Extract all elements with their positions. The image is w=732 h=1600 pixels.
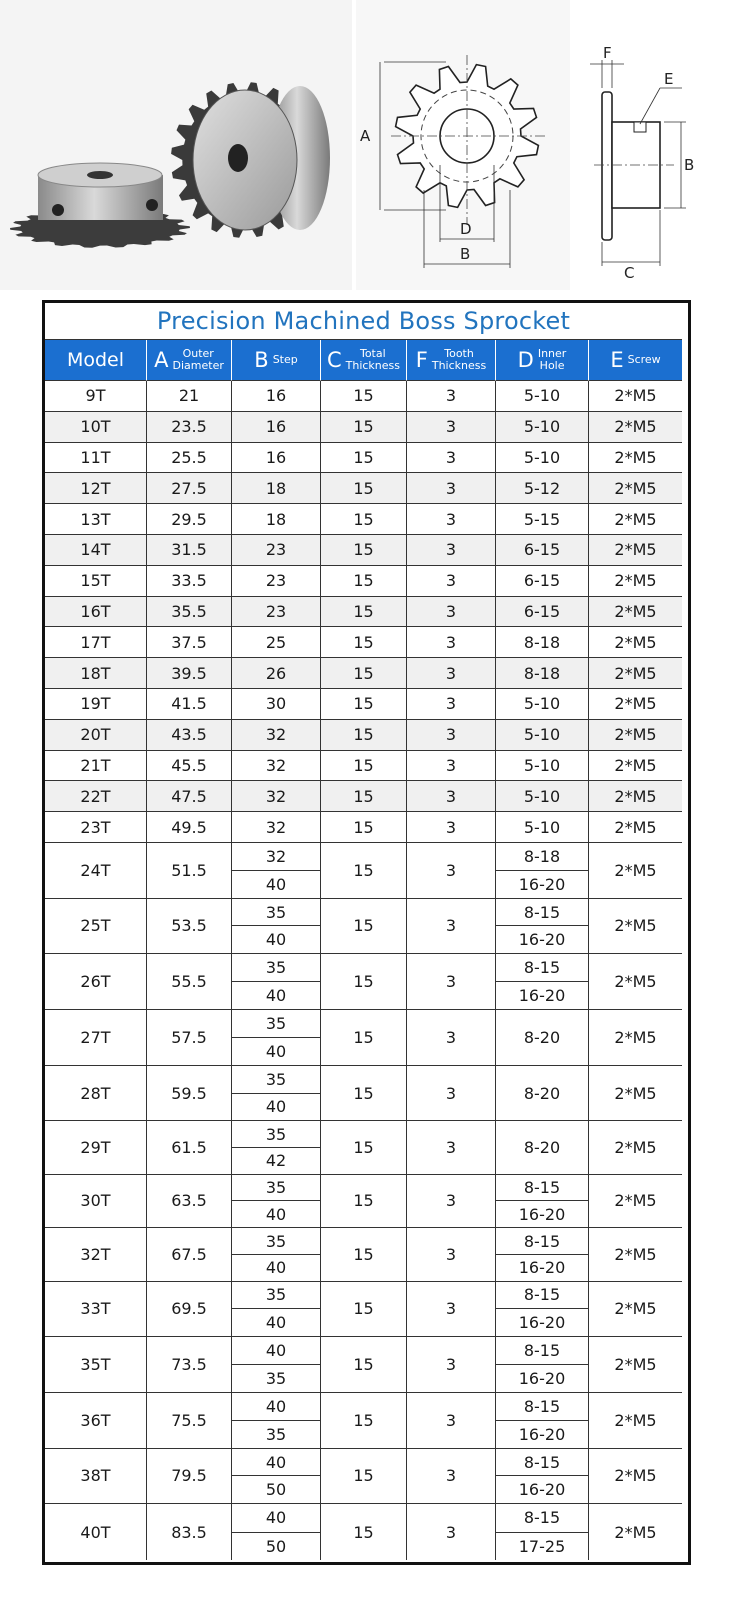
cell-a: 35.5 <box>147 597 232 628</box>
header-sublabel-line2: Thickness <box>345 359 401 372</box>
cell-d: 5-10 <box>496 381 589 412</box>
cell-d-value: 8-18 <box>496 843 588 871</box>
cell-a: 23.5 <box>147 412 232 443</box>
cell-f: 3 <box>407 843 496 899</box>
cell-d-value: 8-15 <box>496 1393 588 1421</box>
cell-d: 6-15 <box>496 597 589 628</box>
cell-c: 15 <box>321 1121 407 1174</box>
cell-e: 2*M5 <box>589 412 682 443</box>
cell-model: 17T <box>45 627 147 658</box>
cell-a: 31.5 <box>147 535 232 566</box>
product-photo <box>0 0 352 290</box>
cell-model: 13T <box>45 504 147 535</box>
cell-f: 3 <box>407 504 496 535</box>
cell-b-value: 50 <box>265 1536 287 1556</box>
cell-a: 37.5 <box>147 627 232 658</box>
cell-d-value: 16-20 <box>518 1204 566 1224</box>
cell-e: 2*M5 <box>589 443 682 474</box>
header-sublabel-line2: Hole <box>539 359 565 372</box>
cell-d-value: 8-15 <box>496 1504 588 1532</box>
cell-f: 3 <box>407 1449 496 1505</box>
cell-a: 67.5 <box>147 1228 232 1281</box>
cell-c: 15 <box>321 899 407 955</box>
cell-f: 3 <box>407 720 496 751</box>
header-sublabel <box>173 348 224 372</box>
cell-b <box>232 1282 321 1338</box>
cell-c: 15 <box>321 843 407 899</box>
cell-d-value: 8-15 <box>496 899 588 927</box>
header-sublabel-line1: Tooth <box>444 347 474 360</box>
cell-d <box>496 954 589 1010</box>
cell-a: 53.5 <box>147 899 232 955</box>
label-e: E <box>664 70 674 88</box>
header-sublabel-line1: Total <box>359 347 386 360</box>
header-sublabel <box>346 348 400 372</box>
cell-a: 43.5 <box>147 720 232 751</box>
cell-model: 26T <box>45 954 147 1010</box>
cell-a: 21 <box>147 381 232 412</box>
cell-d: 5-10 <box>496 781 589 812</box>
header-outer-diameter <box>147 340 232 381</box>
cell-e: 2*M5 <box>589 689 682 720</box>
cell-b-value: 35 <box>232 1121 320 1148</box>
cell-b-value: 40 <box>265 1204 287 1224</box>
side-view-drawing <box>574 0 732 290</box>
cell-f: 3 <box>407 1337 496 1393</box>
cell-c: 15 <box>321 1282 407 1338</box>
cell-b-value: 40 <box>232 1449 320 1477</box>
cell-model: 30T <box>45 1175 147 1228</box>
label-c: C <box>624 264 635 282</box>
cell-c: 15 <box>321 1175 407 1228</box>
cell-c: 15 <box>321 781 407 812</box>
cell-f: 3 <box>407 751 496 782</box>
cell-b-value: 40 <box>232 1393 320 1421</box>
cell-b: 25 <box>232 627 321 658</box>
cell-f: 3 <box>407 954 496 1010</box>
cell-d-value: 16-20 <box>518 1258 566 1278</box>
label-b: B <box>460 245 471 263</box>
cell-model: 21T <box>45 751 147 782</box>
cell-f: 3 <box>407 443 496 474</box>
cell-b-value: 35 <box>232 954 320 982</box>
cell-model: 10T <box>45 412 147 443</box>
cell-model: 18T <box>45 658 147 689</box>
cell-b: 16 <box>232 443 321 474</box>
cell-c: 15 <box>321 504 407 535</box>
header-letter: B <box>254 347 269 372</box>
cell-e: 2*M5 <box>589 751 682 782</box>
cell-d: 8-20 <box>496 1066 589 1122</box>
cell-b-value: 35 <box>232 1282 320 1310</box>
sprocket-photo-image <box>0 0 352 290</box>
cell-b-value: 50 <box>265 1480 287 1500</box>
cell-e: 2*M5 <box>589 781 682 812</box>
cell-d-value: 8-15 <box>496 954 588 982</box>
cell-b-value: 35 <box>265 1424 287 1444</box>
cell-a: 61.5 <box>147 1121 232 1174</box>
cell-b: 32 <box>232 751 321 782</box>
cell-d <box>496 1504 589 1560</box>
cell-b <box>232 899 321 955</box>
cell-a: 73.5 <box>147 1337 232 1393</box>
cell-c: 15 <box>321 443 407 474</box>
cell-b <box>232 1066 321 1122</box>
cell-c: 15 <box>321 1066 407 1122</box>
cell-b-value: 35 <box>265 1369 287 1389</box>
cell-e: 2*M5 <box>589 1282 682 1338</box>
cell-e: 2*M5 <box>589 597 682 628</box>
header-inner-hole <box>496 340 589 381</box>
cell-f: 3 <box>407 566 496 597</box>
cell-d-value: 16-20 <box>518 930 566 950</box>
cell-b <box>232 1121 321 1174</box>
cell-model: 33T <box>45 1282 147 1338</box>
cell-b: 30 <box>232 689 321 720</box>
cell-f: 3 <box>407 597 496 628</box>
cell-b: 18 <box>232 473 321 504</box>
cell-d <box>496 1337 589 1393</box>
cell-a: 79.5 <box>147 1449 232 1505</box>
cell-c: 15 <box>321 1504 407 1560</box>
header-sublabel <box>432 348 486 372</box>
cell-c: 15 <box>321 1449 407 1505</box>
cell-d-value: 16-20 <box>518 1313 566 1333</box>
cell-c: 15 <box>321 1010 407 1066</box>
header-model <box>45 340 147 381</box>
cell-e: 2*M5 <box>589 1393 682 1449</box>
cell-b: 32 <box>232 812 321 843</box>
cell-e: 2*M5 <box>589 535 682 566</box>
cell-c: 15 <box>321 381 407 412</box>
cell-b: 23 <box>232 566 321 597</box>
cell-d <box>496 1175 589 1228</box>
product-illustrations <box>0 0 732 290</box>
cell-d-value: 16-20 <box>518 1369 566 1389</box>
cell-f: 3 <box>407 1504 496 1560</box>
cell-c: 15 <box>321 473 407 504</box>
cell-b-value: 35 <box>232 1066 320 1094</box>
front-view-drawing <box>356 0 570 290</box>
label-d: D <box>460 220 472 238</box>
cell-e: 2*M5 <box>589 1175 682 1228</box>
cell-f: 3 <box>407 1282 496 1338</box>
label-f: F <box>603 44 612 62</box>
cell-d-value: 17-25 <box>518 1536 566 1556</box>
cell-d-value: 16-20 <box>518 1480 566 1500</box>
cell-e: 2*M5 <box>589 954 682 1010</box>
cell-c: 15 <box>321 689 407 720</box>
header-sublabel <box>273 354 298 366</box>
cell-model: 9T <box>45 381 147 412</box>
cell-a: 55.5 <box>147 954 232 1010</box>
cell-d: 8-18 <box>496 658 589 689</box>
cell-d <box>496 1449 589 1505</box>
cell-a: 39.5 <box>147 658 232 689</box>
cell-d: 5-10 <box>496 812 589 843</box>
cell-d: 5-10 <box>496 689 589 720</box>
cell-model: 35T <box>45 1337 147 1393</box>
cell-b-value: 35 <box>232 1010 320 1038</box>
cell-c: 15 <box>321 1393 407 1449</box>
cell-f: 3 <box>407 1228 496 1281</box>
cell-b-value: 35 <box>232 1228 320 1255</box>
cell-f: 3 <box>407 1393 496 1449</box>
cell-a: 45.5 <box>147 751 232 782</box>
cell-c: 15 <box>321 535 407 566</box>
cell-model: 27T <box>45 1010 147 1066</box>
cell-a: 27.5 <box>147 473 232 504</box>
cell-c: 15 <box>321 412 407 443</box>
cell-a: 33.5 <box>147 566 232 597</box>
cell-f: 3 <box>407 1175 496 1228</box>
cell-b <box>232 1228 321 1281</box>
cell-b <box>232 1337 321 1393</box>
cell-e: 2*M5 <box>589 627 682 658</box>
cell-c: 15 <box>321 658 407 689</box>
cell-e: 2*M5 <box>589 1010 682 1066</box>
cell-d: 5-10 <box>496 720 589 751</box>
cell-model: 40T <box>45 1504 147 1560</box>
cell-a: 41.5 <box>147 689 232 720</box>
cell-a: 49.5 <box>147 812 232 843</box>
header-model-label: Model <box>66 349 125 371</box>
cell-d: 8-20 <box>496 1121 589 1174</box>
cell-d: 5-10 <box>496 443 589 474</box>
header-sublabel-line1: Step <box>272 353 298 366</box>
cell-b: 16 <box>232 412 321 443</box>
cell-model: 19T <box>45 689 147 720</box>
cell-b: 23 <box>232 535 321 566</box>
cell-a: 69.5 <box>147 1282 232 1338</box>
header-sublabel <box>628 354 661 366</box>
cell-d-value: 8-15 <box>496 1282 588 1310</box>
cell-f: 3 <box>407 812 496 843</box>
cell-b-value: 40 <box>265 1258 287 1278</box>
cell-b <box>232 954 321 1010</box>
header-sublabel <box>538 348 566 372</box>
cell-d <box>496 843 589 899</box>
cell-f: 3 <box>407 658 496 689</box>
cell-c: 15 <box>321 1228 407 1281</box>
cell-a: 83.5 <box>147 1504 232 1560</box>
header-letter: E <box>610 347 624 372</box>
cell-model: 20T <box>45 720 147 751</box>
header-sublabel-line2: Diameter <box>172 359 224 372</box>
cell-d: 5-15 <box>496 504 589 535</box>
cell-f: 3 <box>407 781 496 812</box>
cell-e: 2*M5 <box>589 1337 682 1393</box>
cell-e: 2*M5 <box>589 1449 682 1505</box>
cell-d: 5-10 <box>496 412 589 443</box>
cell-b-value: 40 <box>265 1097 287 1117</box>
cell-a: 47.5 <box>147 781 232 812</box>
cell-d-value: 8-15 <box>496 1228 588 1255</box>
cell-model: 38T <box>45 1449 147 1505</box>
cell-b: 16 <box>232 381 321 412</box>
cell-d: 6-15 <box>496 535 589 566</box>
cell-model: 12T <box>45 473 147 504</box>
cell-e: 2*M5 <box>589 1228 682 1281</box>
cell-b: 32 <box>232 720 321 751</box>
cell-b <box>232 1449 321 1505</box>
cell-c: 15 <box>321 1337 407 1393</box>
cell-f: 3 <box>407 899 496 955</box>
cell-model: 11T <box>45 443 147 474</box>
header-letter: A <box>154 347 169 372</box>
cell-d-value: 8-15 <box>496 1449 588 1477</box>
cell-b <box>232 1175 321 1228</box>
cell-model: 25T <box>45 899 147 955</box>
cell-c: 15 <box>321 566 407 597</box>
cell-b-value: 40 <box>265 986 287 1006</box>
cell-d-value: 16-20 <box>518 986 566 1006</box>
cell-b-value: 40 <box>265 1313 287 1333</box>
table-title: Precision Machined Boss Sprocket <box>45 303 682 340</box>
cell-model: 32T <box>45 1228 147 1281</box>
cell-b: 26 <box>232 658 321 689</box>
cell-b <box>232 1393 321 1449</box>
cell-model: 14T <box>45 535 147 566</box>
cell-b-value: 42 <box>265 1151 287 1171</box>
cell-d <box>496 1282 589 1338</box>
header-letter: F <box>415 347 428 372</box>
cell-d-value: 8-15 <box>496 1337 588 1365</box>
cell-a: 57.5 <box>147 1010 232 1066</box>
cell-c: 15 <box>321 812 407 843</box>
cell-b-value: 35 <box>232 1175 320 1202</box>
cell-a: 29.5 <box>147 504 232 535</box>
label-b-side: B <box>684 156 695 174</box>
cell-f: 3 <box>407 1121 496 1174</box>
cell-f: 3 <box>407 627 496 658</box>
cell-a: 59.5 <box>147 1066 232 1122</box>
header-sublabel-line1: Screw <box>627 353 661 366</box>
header-screw <box>589 340 682 381</box>
cell-b <box>232 843 321 899</box>
cell-f: 3 <box>407 535 496 566</box>
cell-f: 3 <box>407 473 496 504</box>
header-sublabel-line1: Inner <box>537 347 567 360</box>
cell-b: 23 <box>232 597 321 628</box>
cell-f: 3 <box>407 412 496 443</box>
header-letter: D <box>517 347 534 372</box>
header-tooth-thickness <box>407 340 496 381</box>
cell-b-value: 40 <box>265 1041 287 1061</box>
label-a: A <box>360 127 371 145</box>
cell-b <box>232 1010 321 1066</box>
cell-model: 24T <box>45 843 147 899</box>
cell-c: 15 <box>321 720 407 751</box>
cell-model: 28T <box>45 1066 147 1122</box>
cell-e: 2*M5 <box>589 1066 682 1122</box>
cell-f: 3 <box>407 1066 496 1122</box>
cell-c: 15 <box>321 597 407 628</box>
cell-c: 15 <box>321 627 407 658</box>
cell-a: 51.5 <box>147 843 232 899</box>
cell-d <box>496 1393 589 1449</box>
cell-model: 16T <box>45 597 147 628</box>
cell-d-value: 16-20 <box>518 1424 566 1444</box>
cell-b-value: 40 <box>232 1337 320 1365</box>
cell-c: 15 <box>321 751 407 782</box>
cell-e: 2*M5 <box>589 899 682 955</box>
cell-d <box>496 899 589 955</box>
cell-e: 2*M5 <box>589 658 682 689</box>
cell-d: 5-10 <box>496 751 589 782</box>
cell-e: 2*M5 <box>589 720 682 751</box>
spec-table <box>42 300 691 1565</box>
cell-e: 2*M5 <box>589 1121 682 1174</box>
cell-e: 2*M5 <box>614 1522 657 1542</box>
cell-b-value: 35 <box>232 899 320 927</box>
cell-f: 3 <box>407 1010 496 1066</box>
cell-d-value: 16-20 <box>518 874 566 894</box>
cell-e: 2*M5 <box>589 843 682 899</box>
header-total-thickness <box>321 340 407 381</box>
cell-a: 25.5 <box>147 443 232 474</box>
cell-b: 32 <box>232 781 321 812</box>
header-sublabel-line1: Outer <box>182 347 214 360</box>
cell-model: 15T <box>45 566 147 597</box>
cell-e: 2*M5 <box>589 812 682 843</box>
cell-model: 22T <box>45 781 147 812</box>
cell-a: 75.5 <box>147 1393 232 1449</box>
header-letter: C <box>326 347 342 372</box>
header-sublabel-line2: Thickness <box>431 359 487 372</box>
cell-model: 36T <box>45 1393 147 1449</box>
cell-e: 2*M5 <box>589 381 682 412</box>
cell-d: 6-15 <box>496 566 589 597</box>
cell-e: 2*M5 <box>589 504 682 535</box>
cell-e: 2*M5 <box>589 473 682 504</box>
cell-b-value: 32 <box>232 843 320 871</box>
header-step <box>232 340 321 381</box>
cell-c: 15 <box>321 954 407 1010</box>
cell-model: 29T <box>45 1121 147 1174</box>
cell-b-value: 40 <box>232 1504 320 1532</box>
cell-b <box>232 1504 321 1560</box>
cell-d: 5-12 <box>496 473 589 504</box>
cell-b-value: 40 <box>265 930 287 950</box>
cell-d: 8-20 <box>496 1010 589 1066</box>
cell-f: 3 <box>407 689 496 720</box>
cell-b: 18 <box>232 504 321 535</box>
cell-model: 23T <box>45 812 147 843</box>
cell-d: 8-18 <box>496 627 589 658</box>
cell-d <box>496 1228 589 1281</box>
cell-b-value: 40 <box>265 874 287 894</box>
cell-f: 3 <box>407 381 496 412</box>
cell-d-value: 8-15 <box>496 1175 588 1202</box>
cell-a: 63.5 <box>147 1175 232 1228</box>
cell-e: 2*M5 <box>589 566 682 597</box>
